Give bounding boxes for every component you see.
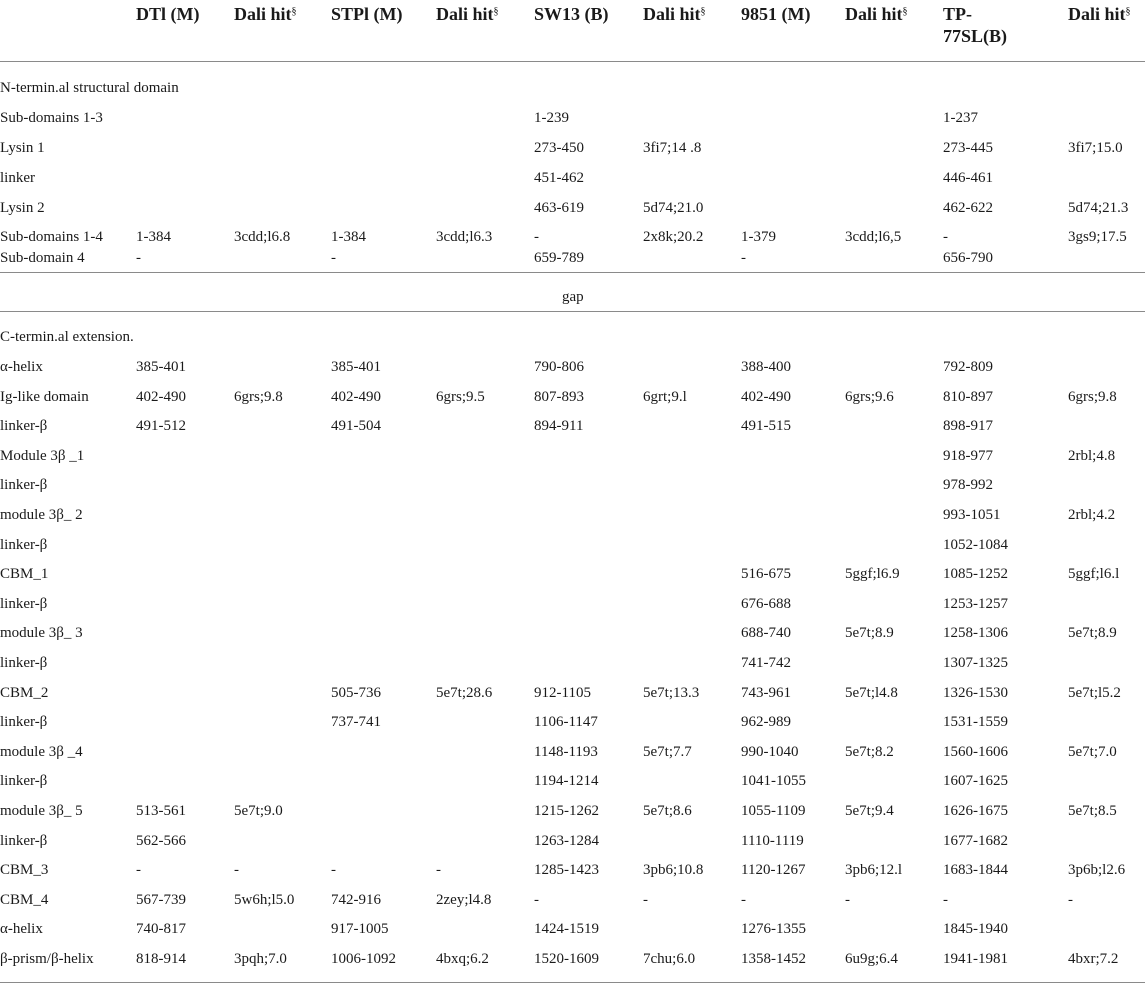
table-cell: 5e7t;8.6	[643, 803, 692, 819]
row-label: linker-β	[0, 833, 48, 849]
header-stpl: STPl (M)	[331, 4, 403, 24]
row-label: module 3β_ 2	[0, 507, 83, 523]
table-cell: 898-917	[943, 418, 993, 434]
table-cell: 5e7t;7.7	[643, 744, 692, 760]
table-cell: 1253-1257	[943, 596, 1008, 612]
section-gap: gap	[562, 289, 584, 305]
header-tp-77sl: TP- 77SL(B)	[943, 4, 1008, 46]
table-row	[0, 770, 1145, 792]
row-label: linker	[0, 170, 35, 186]
table-cell: 1-384	[136, 229, 171, 245]
table-cell: -	[136, 862, 141, 878]
table-cell: 656-790	[943, 250, 993, 266]
row-label: module 3β _4	[0, 744, 83, 760]
table-cell: 1055-1109	[741, 803, 806, 819]
row-label: CBM_4	[0, 892, 49, 908]
table-cell: 1941-1981	[943, 951, 1008, 967]
table-row	[0, 889, 1145, 911]
table-cell: 978-992	[943, 477, 993, 493]
table-row	[0, 197, 1145, 219]
row-label: α-helix	[0, 359, 43, 375]
row-label: CBM_1	[0, 566, 49, 582]
table-cell: -	[845, 892, 850, 908]
table-cell: 1263-1284	[534, 833, 599, 849]
header-dali-hit-1: Dali hit§	[234, 4, 297, 24]
table-cell: 1285-1423	[534, 862, 599, 878]
table-cell: 513-561	[136, 803, 186, 819]
row-label: linker-β	[0, 418, 48, 434]
header-9851: 9851 (M)	[741, 4, 811, 24]
row-label: α-helix	[0, 921, 43, 937]
table-header	[0, 0, 1145, 62]
table-cell: 6grs;9.5	[436, 389, 485, 405]
table-cell: 1626-1675	[943, 803, 1008, 819]
table-cell: 5e7t;8.2	[845, 744, 894, 760]
table-cell: 3gs9;17.5	[1068, 229, 1127, 245]
table-cell: 5e7t;9.0	[234, 803, 283, 819]
table-cell: 1358-1452	[741, 951, 806, 967]
table-cell: 1-239	[534, 110, 569, 126]
table-cell: 273-450	[534, 140, 584, 156]
table-cell: 7chu;6.0	[643, 951, 696, 967]
table-bottom-rule	[0, 982, 1145, 983]
table-row	[0, 682, 1145, 704]
row-label: linker-β	[0, 773, 48, 789]
table-cell: 491-515	[741, 418, 791, 434]
table-cell: 3pqh;7.0	[234, 951, 287, 967]
table-cell: 1110-1119	[741, 833, 804, 849]
table-cell: 688-740	[741, 625, 791, 641]
section-n-terminal: N-termin.al structural domain	[0, 80, 179, 96]
table-cell: -	[436, 862, 441, 878]
row-label: linker-β	[0, 477, 48, 493]
table-cell: 3cdd;l6.8	[234, 229, 291, 245]
table-cell: -	[741, 892, 746, 908]
table-cell: 6grt;9.l	[643, 389, 687, 405]
table-row	[0, 504, 1145, 526]
table-cell: 659-789	[534, 250, 584, 266]
table-cell: 385-401	[136, 359, 186, 375]
table-cell: 2rbl;4.2	[1068, 507, 1116, 523]
table-cell: -	[534, 229, 539, 245]
table-row	[0, 800, 1145, 822]
header-dali-hit-2: Dali hit§	[436, 4, 499, 24]
header-dali-hit-3: Dali hit§	[643, 4, 706, 24]
row-label: β-prism/β-helix	[0, 951, 94, 967]
table-cell: 491-512	[136, 418, 186, 434]
row-label: Lysin 1	[0, 140, 45, 156]
table-cell: 6grs;9.8	[234, 389, 283, 405]
table-cell: 5e7t;l5.2	[1068, 685, 1121, 701]
table-cell: 1085-1252	[943, 566, 1008, 582]
table-cell: 1520-1609	[534, 951, 599, 967]
table-cell: 5e7t;13.3	[643, 685, 700, 701]
table-cell: 3cdd;l6,5	[845, 229, 902, 245]
table-cell: 5ggf;l6.9	[845, 566, 900, 582]
table-cell: -	[331, 250, 336, 266]
table-cell: 1215-1262	[534, 803, 599, 819]
table-row	[0, 830, 1145, 852]
table-row	[0, 918, 1145, 940]
row-label: module 3β_ 5	[0, 803, 83, 819]
table-cell: 6grs;9.8	[1068, 389, 1117, 405]
table-cell: 3p6b;l2.6	[1068, 862, 1126, 878]
table-cell: 5ggf;l6.l	[1068, 566, 1120, 582]
table-row	[0, 356, 1145, 378]
table-cell: 912-1105	[534, 685, 591, 701]
table-cell: 3cdd;l6.3	[436, 229, 493, 245]
table-cell: -	[943, 229, 948, 245]
table-cell: 1683-1844	[943, 862, 1008, 878]
table-cell: 1276-1355	[741, 921, 806, 937]
table-cell: 446-461	[943, 170, 993, 186]
table-cell: 1106-1147	[534, 714, 598, 730]
table-cell: 6u9g;6.4	[845, 951, 898, 967]
row-label: CBM_3	[0, 862, 49, 878]
table-row	[0, 652, 1145, 674]
table-row	[0, 474, 1145, 496]
table-cell: 1-384	[331, 229, 366, 245]
table-cell: 3pb6;10.8	[643, 862, 704, 878]
row-label: module 3β_ 3	[0, 625, 83, 641]
table-cell: 5e7t;8.5	[1068, 803, 1117, 819]
header-dali-hit-4: Dali hit§	[845, 4, 908, 24]
table-cell: 918-977	[943, 448, 993, 464]
row-label: Module 3β _1	[0, 448, 85, 464]
table-cell: 463-619	[534, 200, 584, 216]
table-cell: 792-809	[943, 359, 993, 375]
row-label: Ig-like domain	[0, 389, 89, 405]
table-cell: 1845-1940	[943, 921, 1008, 937]
table-cell: 5e7t;9.4	[845, 803, 894, 819]
row-label: linker-β	[0, 714, 48, 730]
table-cell: 993-1051	[943, 507, 1001, 523]
table-cell: 3fi7;14 .8	[643, 140, 702, 156]
table-cell: 1677-1682	[943, 833, 1008, 849]
table-cell: 5e7t;8.9	[845, 625, 894, 641]
table-cell: 1607-1625	[943, 773, 1008, 789]
table-cell: -	[331, 862, 336, 878]
table-cell: 5e7t;7.0	[1068, 744, 1117, 760]
row-label: Sub-domain 4	[0, 250, 85, 266]
table-cell: -	[136, 250, 141, 266]
row-label: Sub-domains 1-3	[0, 110, 103, 126]
table-row	[0, 534, 1145, 556]
table-cell: 737-741	[331, 714, 381, 730]
table-cell: 1560-1606	[943, 744, 1008, 760]
table-cell: 1531-1559	[943, 714, 1008, 730]
row-label: linker-β	[0, 537, 48, 553]
table-cell: 5d74;21.3	[1068, 200, 1129, 216]
row-label: CBM_2	[0, 685, 49, 701]
table-cell: 1307-1325	[943, 655, 1008, 671]
table-cell: -	[234, 862, 239, 878]
table-cell: 2zey;l4.8	[436, 892, 492, 908]
table-row	[0, 107, 1145, 129]
table-cell: 402-490	[331, 389, 381, 405]
table-cell: 5e7t;28.6	[436, 685, 493, 701]
table-cell: 917-1005	[331, 921, 389, 937]
table-cell: 743-961	[741, 685, 791, 701]
table-cell: 818-914	[136, 951, 186, 967]
table-cell: -	[943, 892, 948, 908]
table-row	[0, 563, 1145, 585]
table-row	[0, 247, 1145, 269]
table-cell: 2rbl;4.8	[1068, 448, 1116, 464]
table-row	[0, 445, 1145, 467]
table-row	[0, 948, 1145, 970]
table-cell: 462-622	[943, 200, 993, 216]
row-label: linker-β	[0, 655, 48, 671]
section-rule-bottom	[0, 311, 1145, 312]
table-cell: 388-400	[741, 359, 791, 375]
table-cell: 491-504	[331, 418, 381, 434]
table-cell: 1052-1084	[943, 537, 1008, 553]
table-cell: 810-897	[943, 389, 993, 405]
table-cell: 1120-1267	[741, 862, 806, 878]
row-label: Lysin 2	[0, 200, 45, 216]
table-cell: 1258-1306	[943, 625, 1008, 641]
header-rule	[0, 61, 1145, 62]
table-cell: 5e7t;l4.8	[845, 685, 898, 701]
table-cell: 562-566	[136, 833, 186, 849]
table-cell: -	[643, 892, 648, 908]
table-row	[0, 711, 1145, 733]
table-cell: 4bxq;6.2	[436, 951, 489, 967]
header-dtl: DTl (M)	[136, 4, 200, 24]
table-cell: 385-401	[331, 359, 381, 375]
table-cell: 807-893	[534, 389, 584, 405]
table-cell: 1326-1530	[943, 685, 1008, 701]
table-cell: 402-490	[741, 389, 791, 405]
table-cell: 5w6h;l5.0	[234, 892, 295, 908]
table-row	[0, 415, 1145, 437]
table-cell: 273-445	[943, 140, 993, 156]
table-row	[0, 741, 1145, 763]
header-sw13: SW13 (B)	[534, 4, 609, 24]
table-cell: 3fi7;15.0	[1068, 140, 1123, 156]
table-cell: 2x8k;20.2	[643, 229, 704, 245]
table-cell: 1-237	[943, 110, 978, 126]
table-cell: 894-911	[534, 418, 584, 434]
table-cell: 516-675	[741, 566, 791, 582]
table-cell: 1041-1055	[741, 773, 806, 789]
table-cell: -	[1068, 892, 1073, 908]
table-cell: -	[741, 250, 746, 266]
table-cell: 6grs;9.6	[845, 389, 894, 405]
table-cell: 962-989	[741, 714, 791, 730]
row-label: Sub-domains 1-4	[0, 229, 103, 245]
table-row	[0, 622, 1145, 644]
table-row	[0, 593, 1145, 615]
table-cell: 4bxr;7.2	[1068, 951, 1119, 967]
table-cell: 1006-1092	[331, 951, 396, 967]
table-cell: 3pb6;12.l	[845, 862, 903, 878]
table-cell: 790-806	[534, 359, 584, 375]
table-row	[0, 137, 1145, 159]
table-row	[0, 167, 1145, 189]
table-cell: 990-1040	[741, 744, 799, 760]
table-cell: 740-817	[136, 921, 186, 937]
table-cell: 5d74;21.0	[643, 200, 704, 216]
table-cell: -	[534, 892, 539, 908]
table-cell: 451-462	[534, 170, 584, 186]
table-cell: 567-739	[136, 892, 186, 908]
section-c-terminal: C-termin.al extension.	[0, 329, 134, 345]
table-cell: 741-742	[741, 655, 791, 671]
table-cell: 505-736	[331, 685, 381, 701]
table-cell: 1424-1519	[534, 921, 599, 937]
table-cell: 402-490	[136, 389, 186, 405]
section-rule-top	[0, 272, 1145, 273]
table-row	[0, 226, 1145, 248]
table-cell: 1194-1214	[534, 773, 599, 789]
table-cell: 1148-1193	[534, 744, 598, 760]
header-dali-hit-5: Dali hit§	[1068, 4, 1131, 24]
table-cell: 1-379	[741, 229, 776, 245]
table-row	[0, 859, 1145, 881]
table-cell: 676-688	[741, 596, 791, 612]
table-row	[0, 386, 1145, 408]
row-label: linker-β	[0, 596, 48, 612]
table-cell: 5e7t;8.9	[1068, 625, 1117, 641]
table-cell: 742-916	[331, 892, 381, 908]
